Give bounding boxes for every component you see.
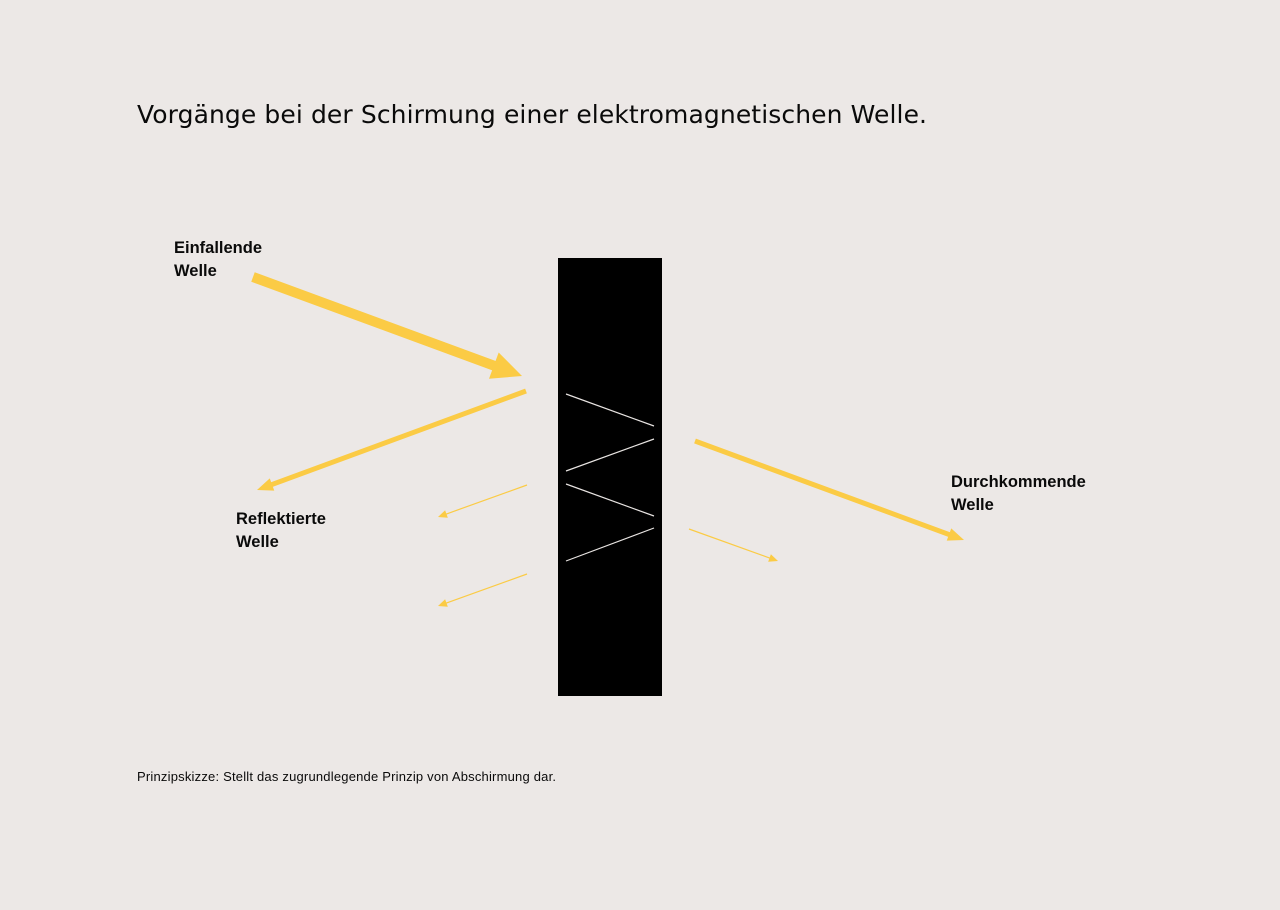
label-transmitted-line1: Durchkommende	[951, 473, 1086, 491]
reflected-wave-arrow	[257, 391, 526, 491]
arrow-shaft	[695, 441, 951, 535]
diagram-title: Vorgänge bei der Schirmung einer elektromagnetischen Welle.	[137, 100, 928, 129]
secondary-reflection-arrow-1	[438, 485, 527, 518]
transmitted-wave-arrow	[695, 441, 964, 541]
label-incident-line2: Welle	[174, 262, 217, 280]
label-transmitted-wave	[951, 471, 1086, 517]
arrowhead-icon	[947, 528, 964, 540]
diagram-caption: Prinzipskizze: Stellt das zugrundlegende Prinzip von Abschirmung dar.	[137, 769, 557, 784]
arrow-shaft	[445, 485, 527, 515]
label-transmitted-line2: Welle	[951, 496, 994, 514]
incident-wave-arrow	[253, 277, 522, 379]
arrowhead-icon	[438, 599, 448, 607]
arrow-shaft	[270, 391, 526, 485]
label-reflected-wave	[236, 508, 326, 554]
arrow-shaft	[253, 277, 496, 366]
arrowhead-icon	[438, 510, 448, 518]
shield-barrier	[558, 258, 662, 696]
label-incident-wave	[174, 237, 262, 283]
label-reflected-line2: Welle	[236, 533, 279, 551]
label-reflected-line1: Reflektierte	[236, 510, 326, 528]
secondary-reflection-arrow-2	[438, 574, 527, 607]
arrowhead-icon	[768, 554, 778, 562]
label-incident-line1: Einfallende	[174, 239, 263, 257]
arrowhead-icon	[489, 353, 522, 379]
secondary-transmission-arrow	[689, 529, 778, 562]
arrow-shaft	[689, 529, 771, 559]
arrow-shaft	[445, 574, 527, 604]
arrowhead-icon	[257, 478, 274, 490]
